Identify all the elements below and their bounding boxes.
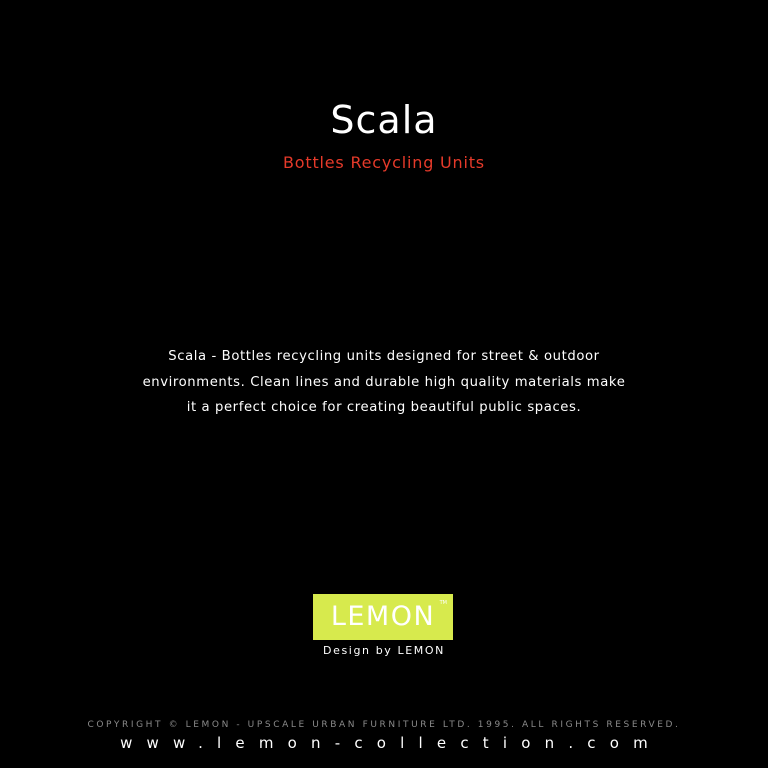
description-line: it a perfect choice for creating beautiful public spaces.	[186, 400, 582, 415]
description-line: Scala - Bottles recycling units designed for street & outdoor	[168, 349, 600, 364]
logo-trademark: TM	[439, 600, 447, 606]
lemon-logo	[313, 594, 453, 640]
website-link[interactable]: www.lemon-collection.com	[120, 734, 662, 752]
page-title: Scala	[330, 98, 438, 142]
product-description	[70, 344, 698, 421]
page-subtitle: Bottles Recycling Units	[283, 153, 485, 172]
logo-text: LEMON	[330, 601, 436, 632]
logo-caption: Design by LEMON	[323, 644, 445, 657]
copyright-notice: COPYRIGHT © LEMON - UPSCALE URBAN FURNITURE LTD. 1995. ALL RIGHTS RESERVED.	[87, 720, 681, 730]
description-line: environments. Clean lines and durable high quality materials make	[142, 374, 626, 390]
